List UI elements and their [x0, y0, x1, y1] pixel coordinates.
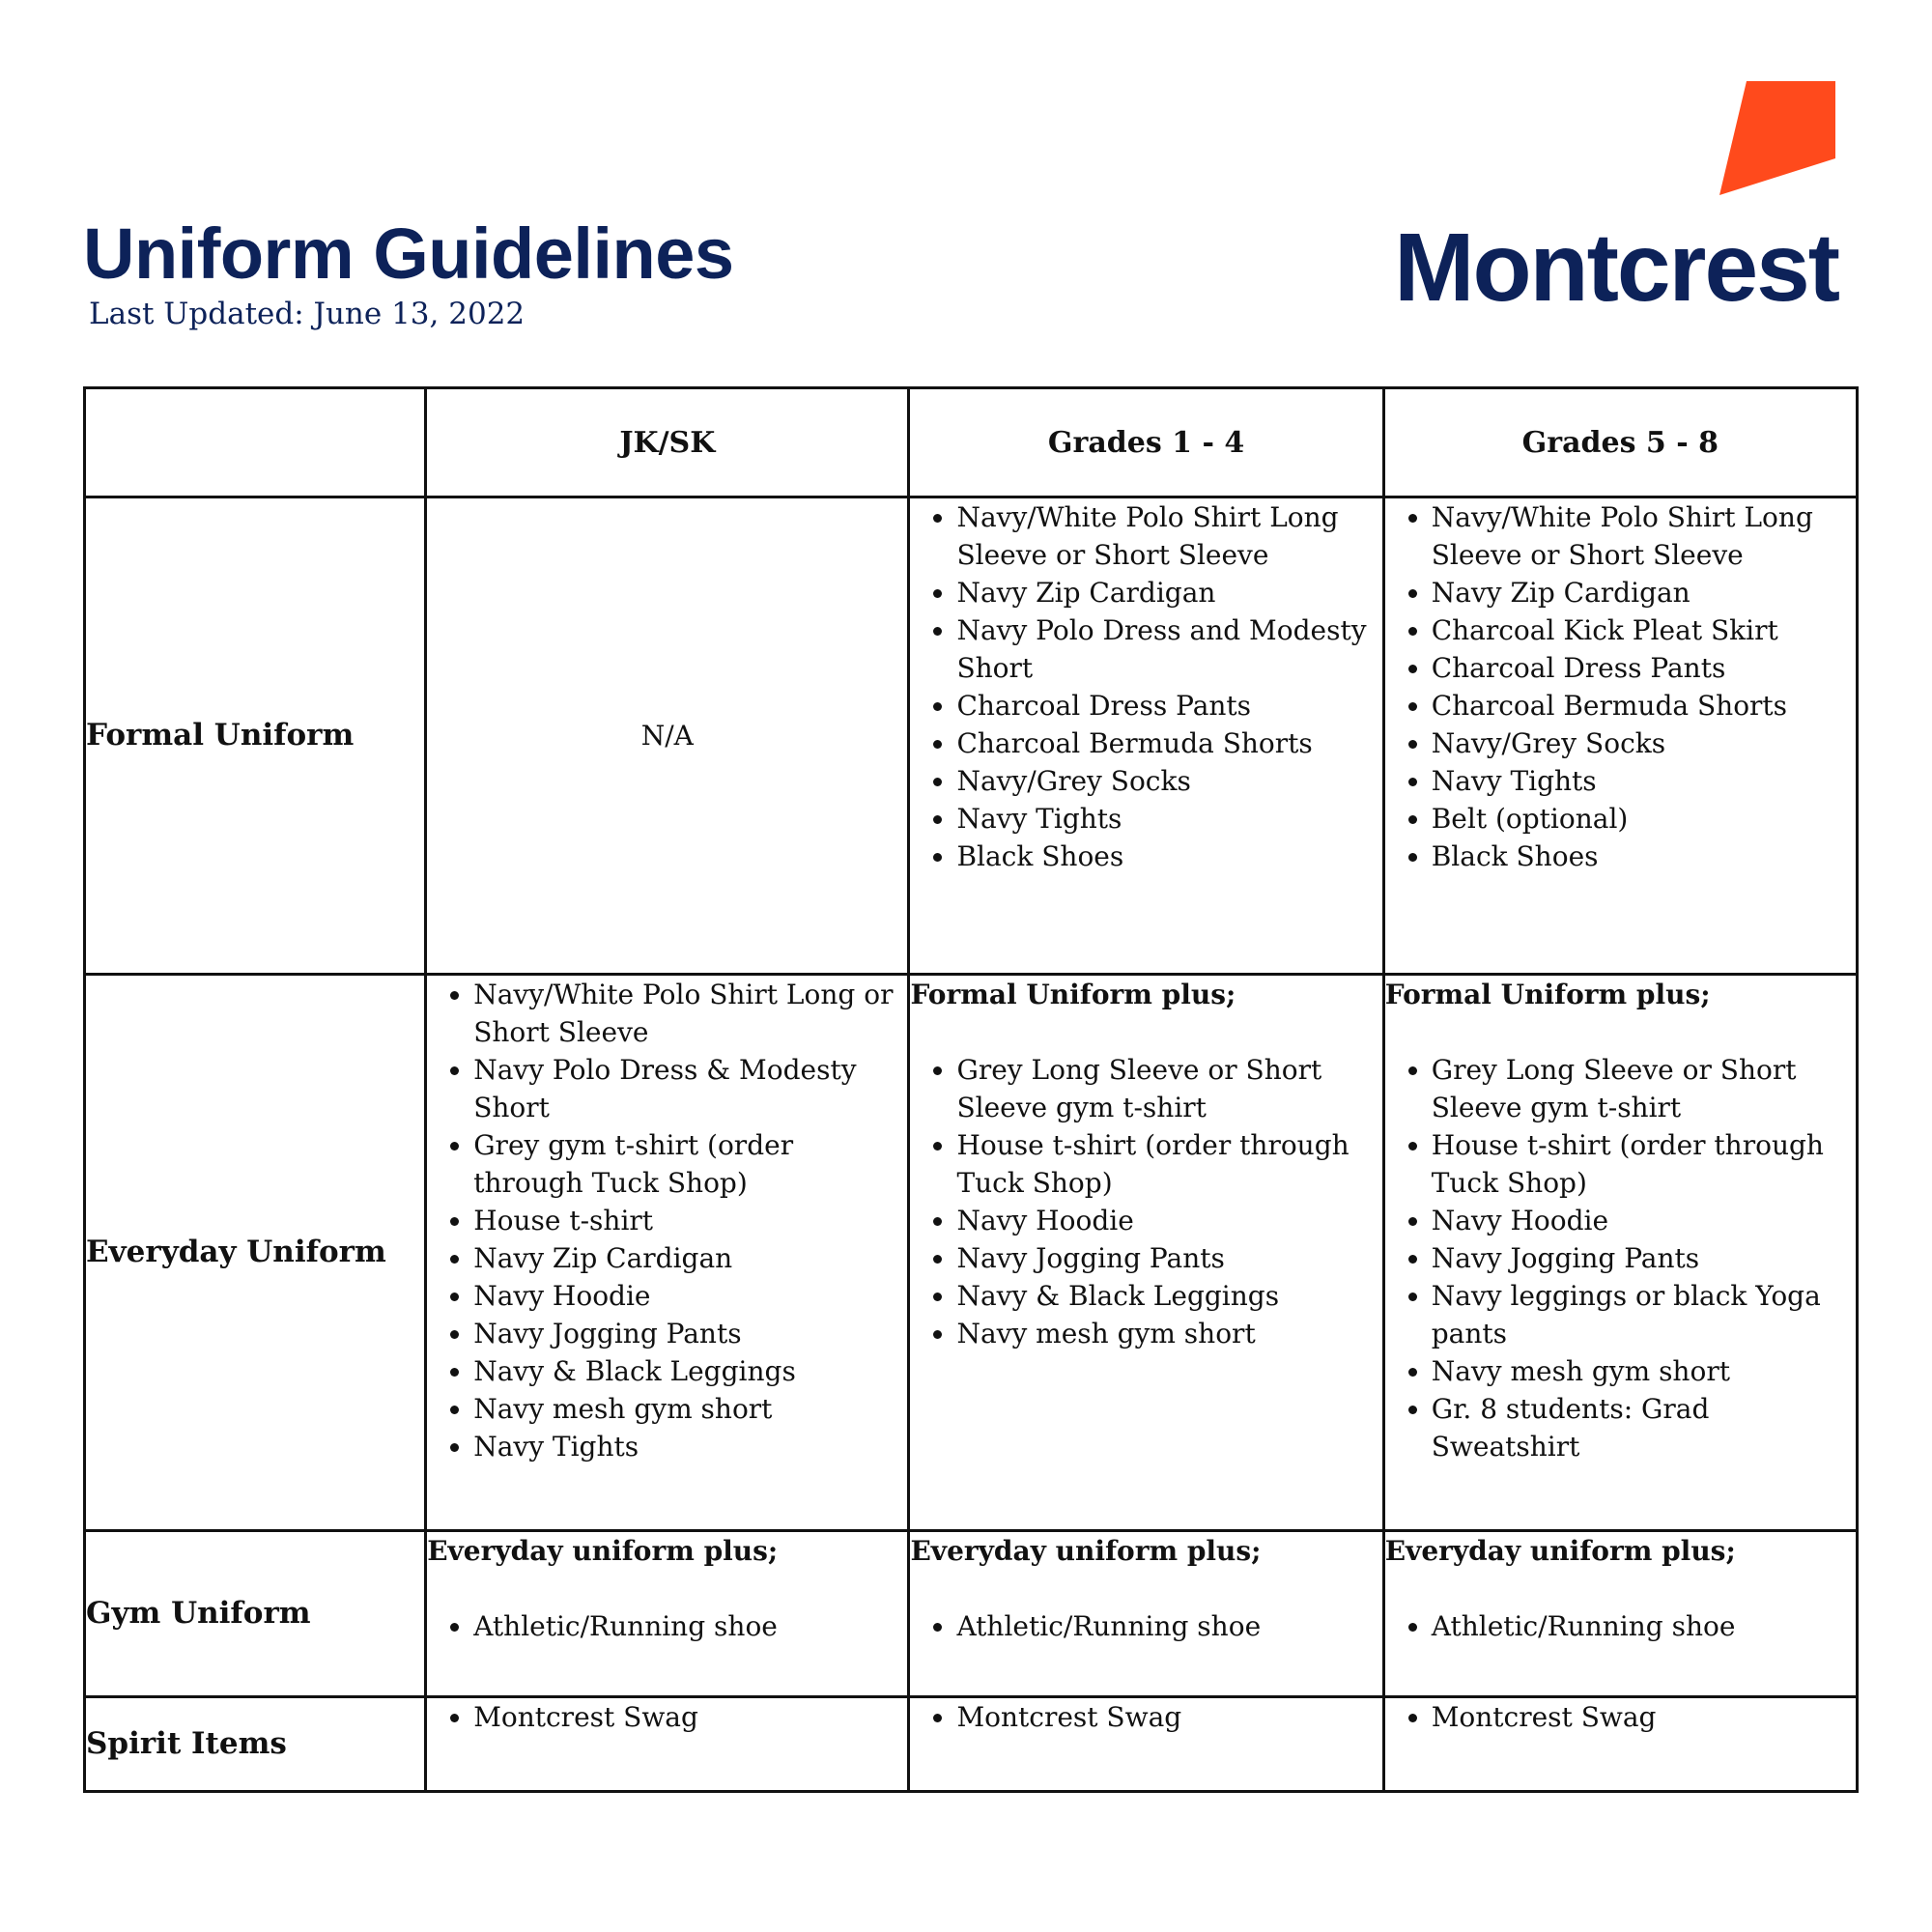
list-item: • Navy mesh gym short	[956, 1315, 1381, 1352]
cell-formal-grades-1-4	[909, 497, 1383, 975]
cell-formal-grades-5-8	[1383, 497, 1857, 975]
list-item: • Navy Hoodie	[1432, 1202, 1856, 1239]
list-item: • Grey Long Sleeve or Short Sleeve gym t-shirt	[956, 1051, 1381, 1126]
list-item: • Navy/Grey Socks	[1432, 724, 1856, 762]
bullet-list	[910, 1698, 1381, 1736]
list-item: • House t-shirt	[473, 1202, 907, 1239]
cell-spirit-grades-1-4	[909, 1697, 1383, 1792]
list-item: • Navy Jogging Pants	[473, 1315, 907, 1352]
list-item: • Navy/White Polo Shirt Long or Short Sleeve	[473, 976, 907, 1051]
list-item: • Navy Zip Cardigan	[1432, 574, 1856, 611]
list-item: • Navy Tights	[1432, 762, 1856, 800]
bullet-list	[427, 976, 907, 1465]
cell-gym-grades-1-4	[909, 1531, 1383, 1697]
table-row-gym-uniform	[85, 1531, 1858, 1697]
cell-intro-text: Formal Uniform plus;	[910, 979, 1236, 1010]
last-updated-date: Last Updated: June 13, 2022	[89, 297, 526, 331]
bullet-list	[427, 1698, 907, 1736]
table-row-spirit-items	[85, 1697, 1858, 1792]
list-item: • Navy Jogging Pants	[956, 1239, 1381, 1277]
list-item: • Navy Zip Cardigan	[956, 574, 1381, 611]
list-item: • Navy Tights	[956, 800, 1381, 838]
list-item: • Charcoal Dress Pants	[956, 687, 1381, 724]
list-item: • Navy/White Polo Shirt Long Sleeve or Short Sleeve	[1432, 498, 1856, 574]
cell-everyday-jk-sk	[426, 975, 909, 1531]
cell-intro-text: Everyday uniform plus;	[427, 1535, 779, 1567]
cell-text: N/A	[640, 720, 694, 752]
list-item: • Montcrest Swag	[956, 1698, 1381, 1736]
list-item: • Grey Long Sleeve or Short Sleeve gym t-shirt	[1432, 1051, 1856, 1126]
list-item: • Black Shoes	[956, 838, 1381, 875]
list-item: • Charcoal Bermuda Shorts	[1432, 687, 1856, 724]
cell-intro-text: Formal Uniform plus;	[1384, 979, 1711, 1010]
list-item: • Black Shoes	[1432, 838, 1856, 875]
list-item: • Navy Jogging Pants	[1432, 1239, 1856, 1277]
column-header-grades-1-4: Grades 1 - 4	[909, 388, 1383, 497]
column-header-jk-sk: JK/SK	[426, 388, 909, 497]
cell-gym-grades-5-8	[1383, 1531, 1857, 1697]
list-item: • Charcoal Dress Pants	[1432, 649, 1856, 687]
list-item: • Montcrest Swag	[1432, 1698, 1856, 1736]
cell-gym-jk-sk	[426, 1531, 909, 1697]
list-item: • Athletic/Running shoe	[956, 1607, 1381, 1645]
list-item: • Athletic/Running shoe	[1432, 1607, 1856, 1645]
bullet-list	[1385, 498, 1856, 875]
bullet-list	[1385, 1607, 1856, 1645]
table-row-everyday-uniform	[85, 975, 1858, 1531]
cell-everyday-grades-5-8	[1383, 975, 1857, 1531]
bullet-list	[427, 1607, 907, 1645]
list-item: • Navy Polo Dress & Modesty Short	[473, 1051, 907, 1126]
list-item: • Charcoal Bermuda Shorts	[956, 724, 1381, 762]
table-header-row	[85, 388, 1858, 497]
uniform-guidelines-table	[83, 386, 1859, 1793]
cell-spirit-jk-sk	[426, 1697, 909, 1792]
row-header-formal-uniform: Formal Uniform	[85, 497, 426, 975]
bullet-list	[910, 498, 1381, 875]
list-item: • Navy Tights	[473, 1428, 907, 1465]
list-item: • Grey gym t-shirt (order through Tuck Shop)	[473, 1126, 907, 1202]
cell-formal-jk-sk	[426, 497, 909, 975]
row-header-gym-uniform: Gym Uniform	[85, 1531, 426, 1697]
column-header-grades-5-8: Grades 5 - 8	[1383, 388, 1857, 497]
list-item: • Navy/Grey Socks	[956, 762, 1381, 800]
cell-intro-text: Everyday uniform plus;	[1384, 1535, 1736, 1567]
list-item: • Gr. 8 students: Grad Sweatshirt	[1432, 1390, 1856, 1465]
list-item: • Navy mesh gym short	[1432, 1352, 1856, 1390]
bullet-list	[910, 1607, 1381, 1645]
list-item: • House t-shirt (order through Tuck Shop)	[1432, 1126, 1856, 1202]
list-item: • Charcoal Kick Pleat Skirt	[1432, 611, 1856, 649]
list-item: • Navy & Black Leggings	[473, 1352, 907, 1390]
list-item: • Navy mesh gym short	[473, 1390, 907, 1428]
list-item: • Navy Hoodie	[473, 1277, 907, 1315]
list-item: • Montcrest Swag	[473, 1698, 907, 1736]
montcrest-logo-mark	[1719, 81, 1835, 195]
cell-intro-text: Everyday uniform plus;	[910, 1535, 1262, 1567]
montcrest-logo-wordmark: Montcrest	[1394, 213, 1838, 322]
list-item: • Navy Polo Dress and Modesty Short	[956, 611, 1381, 687]
list-item: • Athletic/Running shoe	[473, 1607, 907, 1645]
bullet-list	[1385, 1698, 1856, 1736]
list-item: • Belt (optional)	[1432, 800, 1856, 838]
bullet-list	[910, 1051, 1381, 1352]
row-header-everyday-uniform: Everyday Uniform	[85, 975, 426, 1531]
column-header-empty	[85, 388, 426, 497]
bullet-list	[1385, 1051, 1856, 1465]
page-title: Uniform Guidelines	[83, 213, 734, 294]
list-item: • House t-shirt (order through Tuck Shop)	[956, 1126, 1381, 1202]
table-row-formal-uniform	[85, 497, 1858, 975]
list-item: • Navy leggings or black Yoga pants	[1432, 1277, 1856, 1352]
list-item: • Navy/White Polo Shirt Long Sleeve or Short Sleeve	[956, 498, 1381, 574]
row-header-spirit-items: Spirit Items	[85, 1697, 426, 1792]
cell-everyday-grades-1-4	[909, 975, 1383, 1531]
cell-spirit-grades-5-8	[1383, 1697, 1857, 1792]
list-item: • Navy Hoodie	[956, 1202, 1381, 1239]
table-body	[85, 497, 1858, 1792]
list-item: • Navy & Black Leggings	[956, 1277, 1381, 1315]
list-item: • Navy Zip Cardigan	[473, 1239, 907, 1277]
